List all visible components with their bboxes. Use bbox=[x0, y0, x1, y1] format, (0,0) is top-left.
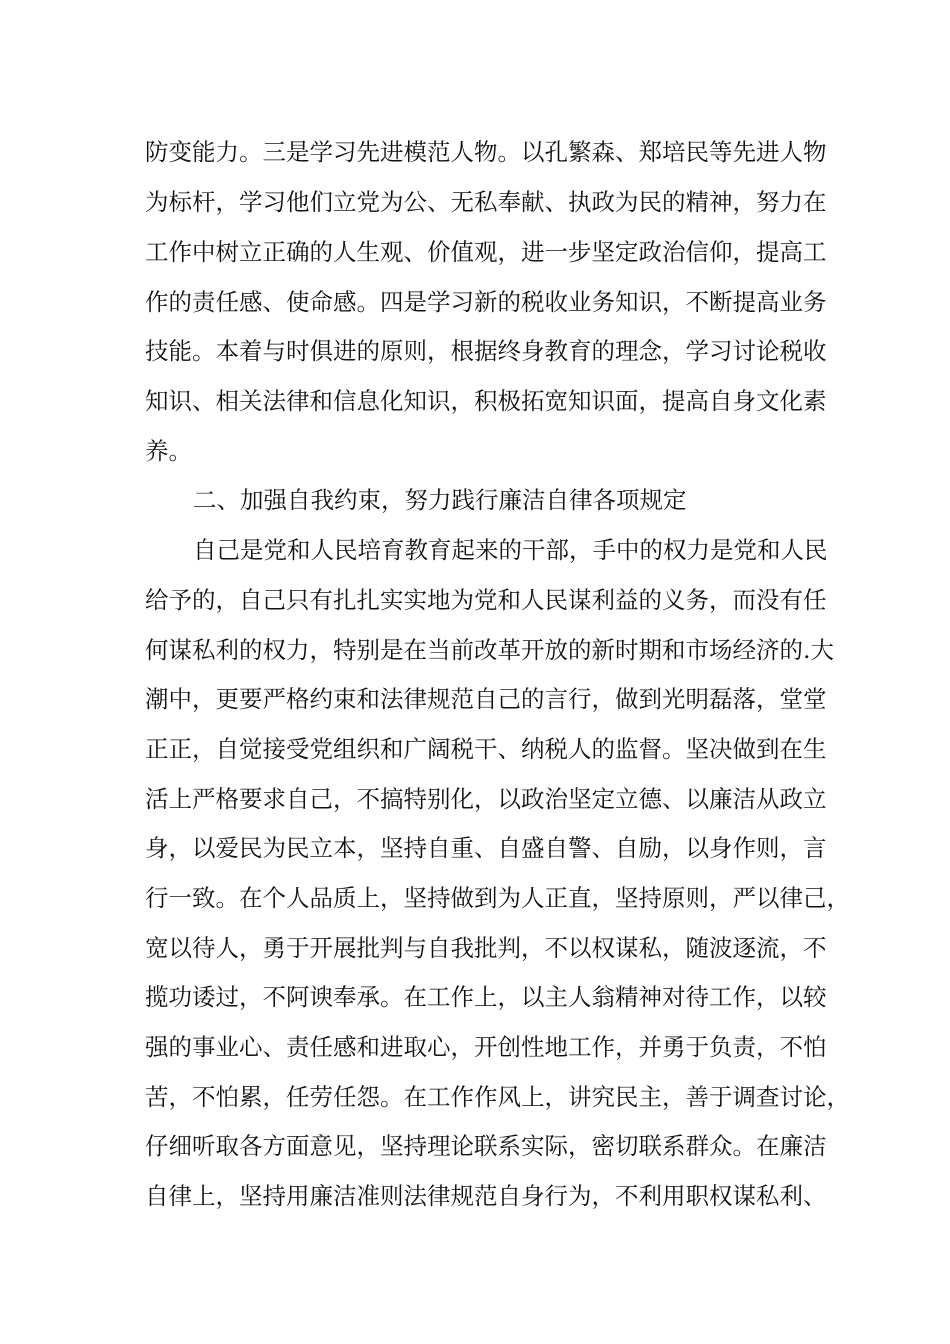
text-line-18: 揽功诿过，不阿谀奉承。在工作上，以主人翁精神对待工作，以较 bbox=[145, 983, 827, 1011]
text-line-6: 知识、相关法律和信息化知识，积极拓宽知识面，提高自身文化素 bbox=[145, 387, 827, 415]
text-line-22: 自律上，坚持用廉洁准则法律规范自身行为，不利用职权谋私利、 bbox=[145, 1182, 827, 1210]
section-heading: 二、加强自我约束，努力践行廉洁自律各项规定 bbox=[193, 486, 687, 514]
text-line-13: 正正，自觉接受党组织和广阔税干、纳税人的监督。坚决做到在生 bbox=[145, 735, 827, 763]
text-line-21: 仔细听取各方面意见，坚持理论联系实际，密切联系群众。在廉洁 bbox=[145, 1132, 827, 1160]
text-line-11: 何谋私利的权力，特别是在当前改革开放的新时期和市场经济的.大 bbox=[145, 636, 834, 664]
text-line-20: 苦，不怕累，任劳任怨。在工作作风上，讲究民主，善于调查讨论， bbox=[145, 1083, 850, 1111]
text-line-5: 技能。本着与时俱进的原则，根据终身教育的理念，学习讨论税收 bbox=[145, 337, 827, 365]
text-line-19: 强的事业心、责任感和进取心，开创性地工作，并勇于负责，不怕 bbox=[145, 1033, 827, 1061]
text-line-2: 为标杆，学习他们立党为公、无私奉献、执政为民的精神，努力在 bbox=[145, 188, 827, 216]
text-line-17: 宽以待人，勇于开展批判与自我批判，不以权谋私，随波逐流，不 bbox=[145, 934, 827, 962]
text-line-9: 自己是党和人民培育教育起来的干部，手中的权力是党和人民 bbox=[193, 536, 828, 564]
text-line-7: 养。 bbox=[145, 437, 192, 465]
text-line-10: 给予的，自己只有扎扎实实地为党和人民谋利益的义务，而没有任 bbox=[145, 586, 827, 614]
text-line-3: 工作中树立正确的人生观、价值观，进一步坚定政治信仰，提高工 bbox=[145, 238, 827, 266]
text-line-15: 身，以爱民为民立本，坚持自重、自盛自警、自励，以身作则，言 bbox=[145, 834, 827, 862]
text-line-14: 活上严格要求自己，不搞特别化，以政治坚定立德、以廉洁从政立 bbox=[145, 785, 827, 813]
text-line-4: 作的责任感、使命感。四是学习新的税收业务知识，不断提高业务 bbox=[145, 288, 827, 316]
text-line-16: 行一致。在个人品质上，坚持做到为人正直，坚持原则，严以律己， bbox=[145, 884, 850, 912]
text-line-1: 防变能力。三是学习先进模范人物。以孔繁森、郑培民等先进人物 bbox=[145, 138, 827, 166]
text-line-12: 潮中，更要严格约束和法律规范自己的言行，做到光明磊落，堂堂 bbox=[145, 685, 827, 713]
